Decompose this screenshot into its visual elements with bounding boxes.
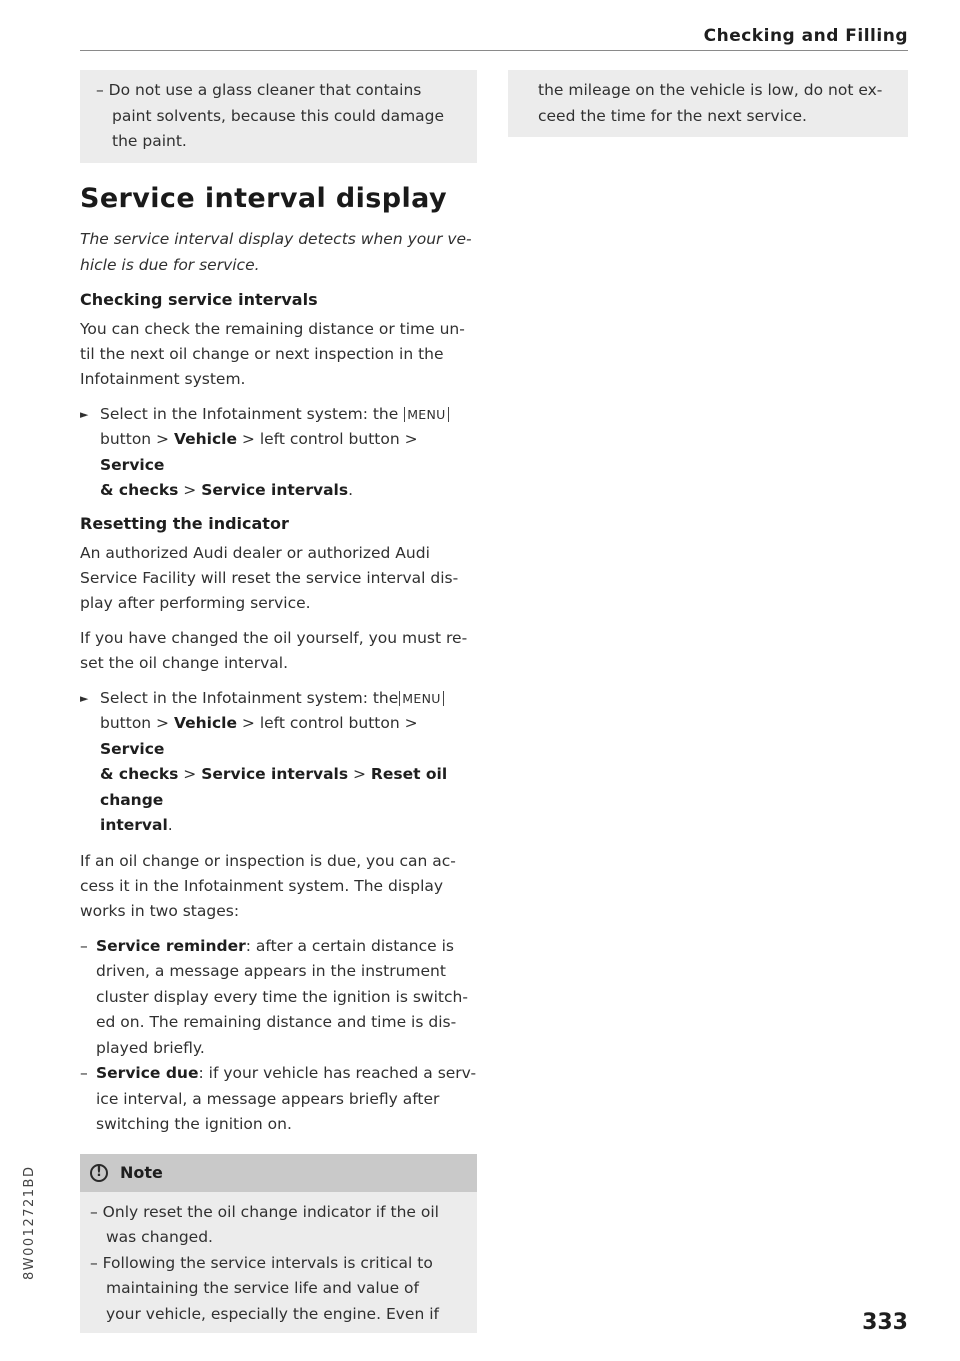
triangle-bullet-icon: ►: [80, 691, 89, 705]
right-column: [508, 70, 908, 137]
heading-checking: Checking service intervals: [80, 289, 318, 309]
section-title: Service interval display: [80, 182, 447, 214]
warning-line: – Do not use a glass cleaner that contains: [96, 81, 422, 99]
resetting-paragraph: An authorized Audi dealer or authorized Audi Service Facility will reset the service interval dis- play after performing service.: [80, 543, 459, 612]
note-title: Note: [120, 1163, 163, 1182]
stage-item-due: – Service due: if your vehicle has reached a serv- ice interval, a message appears briefly after switching the ignition on.: [80, 1064, 477, 1133]
note-item: – Following the service intervals is critical to maintaining the service life and value of your vehicle, especially the engine. Even if: [90, 1253, 439, 1323]
continued-warning-box: [80, 70, 477, 163]
resetting-step: ► Select in the Infotainment system: the MENU button > Vehicle > left control button > Service & checks > Service intervals > Reset oil change interval.: [80, 686, 477, 839]
warning-line: the paint.: [112, 132, 187, 150]
document-code: 8W0012721BD: [22, 1165, 37, 1280]
stage-item-reminder: – Service reminder: after a certain distance is driven, a message appears in the instrument cluster display every time the ignition is switch- ed on. The remaining distance and time is dis- played briefly.: [80, 936, 468, 1057]
triangle-bullet-icon: ►: [80, 407, 89, 421]
page-number: 333: [862, 1310, 908, 1335]
resetting-paragraph-2: If you have changed the oil yourself, you must re- set the oil change interval.: [80, 628, 468, 672]
note-item: – Only reset the oil change indicator if the oil was changed.: [90, 1202, 439, 1246]
note-box: [80, 1154, 477, 1334]
warning-line: paint solvents, because this could damage: [112, 106, 445, 125]
header-rule: [80, 50, 908, 51]
left-column: [80, 70, 477, 1333]
heading-resetting: Resetting the indicator: [80, 513, 289, 533]
checking-step: ► Select in the Infotainment system: the MENU button > Vehicle > left control button > Service & checks > Service intervals.: [80, 402, 477, 504]
note-body: [80, 1192, 477, 1334]
continued-note-box: the mileage on the vehicle is low, do not ex- ceed the time for the next service.: [508, 70, 908, 137]
stages-paragraph: If an oil change or inspection is due, you can ac- cess it in the Infotainment system. The display works in two stages:: [80, 851, 456, 920]
section-intro: The service interval display detects when your ve- hicle is due for service.: [80, 229, 472, 274]
note-header: [80, 1154, 477, 1192]
menu-key-label: MENU: [399, 691, 443, 706]
checking-paragraph: You can check the remaining distance or time un- til the next oil change or next inspection in the Infotainment system.: [80, 319, 465, 388]
running-header: Checking and Filling: [703, 26, 908, 46]
exclamation-circle-icon: !: [90, 1164, 108, 1182]
menu-key-label: MENU: [404, 407, 448, 422]
